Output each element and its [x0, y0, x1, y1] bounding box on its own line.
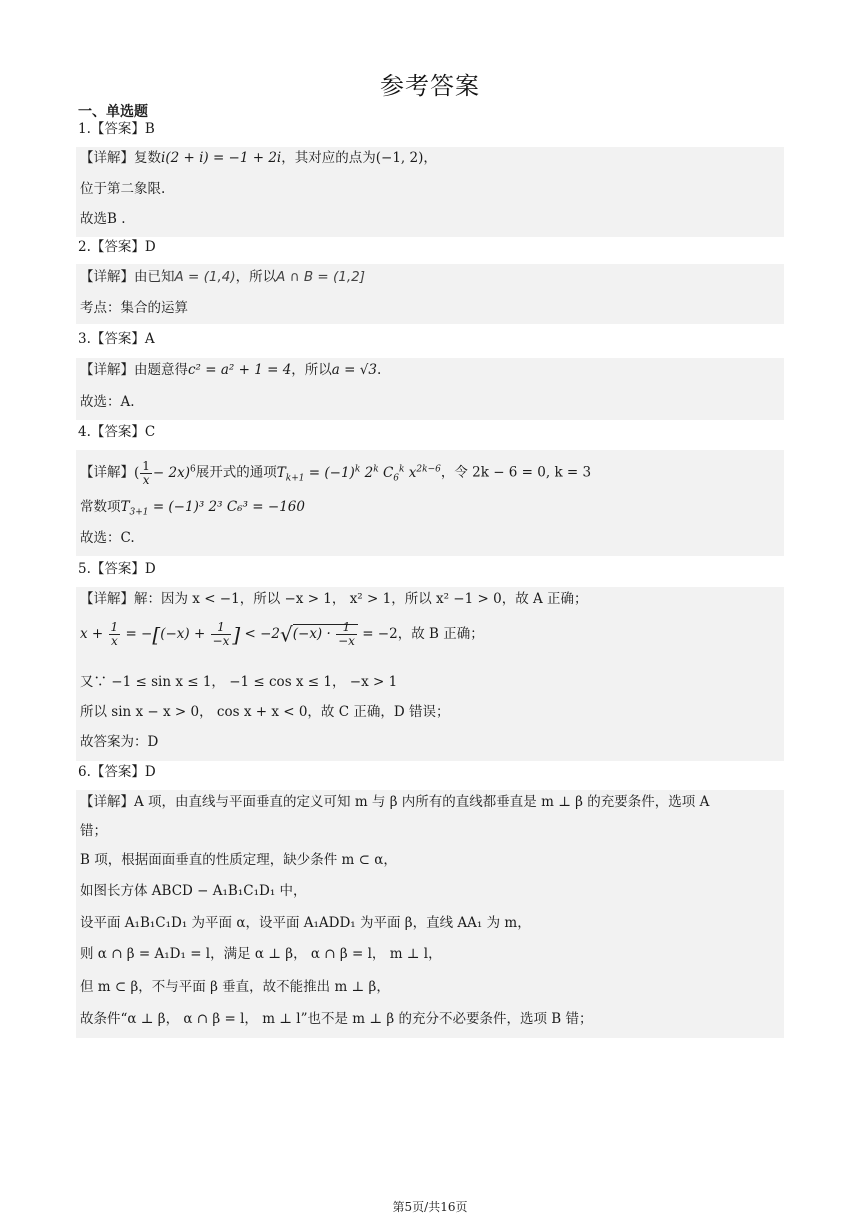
detail-4-line-2: 常数项$T_{3+1} = (-1)^3$ 2³ C₆³ = −160 [80, 499, 305, 518]
detail-1-line-3: 故选B . [80, 211, 126, 227]
detail-3-line-1: 【详解】由题意得c² = a² + 1 = 4，所以a = √3. [80, 362, 382, 378]
detail-3-line-2: 故选：A. [80, 394, 135, 410]
answer-1: 1.【答案】B [78, 121, 155, 137]
detail-2-line-1: 【详解】由已知A = (1,4)，所以A ∩ B = (1,2] [80, 269, 365, 285]
detail-6-line-5: 设平面 A₁B₁C₁D₁ 为平面 α，设平面 A₁ADD₁ 为平面 β，直线 AA₁ 为 m， [80, 915, 531, 931]
set-a-expression: A = (1,4) [174, 269, 236, 285]
detail-1-line-1: 【详解】复数i(2 + i) = −1 + 2i，其对应的点为(−1, 2)， [80, 150, 437, 166]
detail-5-line-1: 【详解】解：因为 x < −1，所以 −x > 1， x² > 1，所以 x² −1 > 0，故 A 正确； [80, 591, 588, 607]
detail-box-2 [76, 264, 784, 324]
intersection-expression: A ∩ B = (1,2] [276, 269, 365, 285]
inequality-expression: x + $\frac{1}{x}$ = −[(−x) + $\frac{1}{-x}$ ] < −2√(−x) · $\frac{1}{-x}$ [80, 626, 362, 642]
detail-6-line-1: 【详解】A 项，由直线与平面垂直的定义可知 m 与 β 内所有的直线都垂直是 m ⊥ β 的充要条件，选项 A [80, 794, 710, 810]
detail-box-1 [76, 147, 784, 237]
detail-2-line-2: 考点：集合的运算 [80, 300, 188, 316]
detail-6-line-6: 则 α ∩ β = A₁D₁ = l，满足 α ⊥ β， α ∩ β = l， m ⊥ l， [80, 946, 442, 962]
answer-3: 3.【答案】A [78, 331, 155, 347]
answer-2: 2.【答案】D [78, 239, 156, 255]
detail-6-line-8: 故条件“α ⊥ β， α ∩ β = l， m ⊥ l”也不是 m ⊥ β 的充分不必要条件，选项 B 错； [80, 1011, 593, 1027]
detail-4-line-3: 故选：C. [80, 530, 135, 546]
section-heading: 一、单选题 [78, 104, 148, 120]
general-term-expression: $T_{k+1} = (-1)^k$ 2$^k$ $C_6^k$ $x^{2k-6}$ [276, 464, 441, 484]
detail-box-3 [76, 358, 784, 420]
binomial-expression: ( $\frac{1}{x}$ − 2x)$^6$ [134, 458, 196, 487]
detail-5-line-5: 故答案为：D [80, 734, 159, 750]
detail-4-line-1: 【详解】( $\frac{1}{x}$ − 2x)$^6$展开式的通项$T_{k+1} = (-1)^k$ 2$^k$ $C_6^k$ $x^{2k-6}$，令 2k − 6 = 0, k = 3 [80, 458, 592, 487]
detail-box-6 [76, 790, 784, 1038]
page-footer: 第5页/共16页 [392, 1200, 468, 1214]
detail-box-5 [76, 587, 784, 761]
detail-5-line-3: 又∵ −1 ≤ sin x ≤ 1， −1 ≤ cos x ≤ 1， −x > 1 [80, 674, 398, 690]
detail-1-line-2: 位于第二象限. [80, 181, 166, 197]
detail-box-4 [76, 450, 784, 556]
answer-4: 4.【答案】C [78, 424, 156, 440]
detail-6-line-2: 错； [80, 823, 107, 839]
answer-5: 5.【答案】D [78, 561, 156, 577]
detail-6-line-4: 如图长方体 ABCD − A₁B₁C₁D₁ 中， [80, 883, 307, 899]
detail-6-line-7: 但 m ⊂ β，不与平面 β 垂直，故不能推出 m ⊥ β， [80, 979, 390, 995]
detail-5-line-4: 所以 sin x − x > 0， cos x + x < 0，故 C 正确，D 错误； [80, 704, 450, 720]
page-title: 参考答案 [380, 72, 480, 100]
answer-6: 6.【答案】D [78, 764, 156, 780]
detail-6-line-3: B 项，根据面面垂直的性质定理，缺少条件 m ⊂ α， [80, 852, 397, 868]
detail-5-line-2: x + $\frac{1}{x}$ = −[(−x) + $\frac{1}{-x}$ ] < −2√(−x) · $\frac{1}{-x}$ = −2，故 B 正确； [80, 620, 484, 648]
